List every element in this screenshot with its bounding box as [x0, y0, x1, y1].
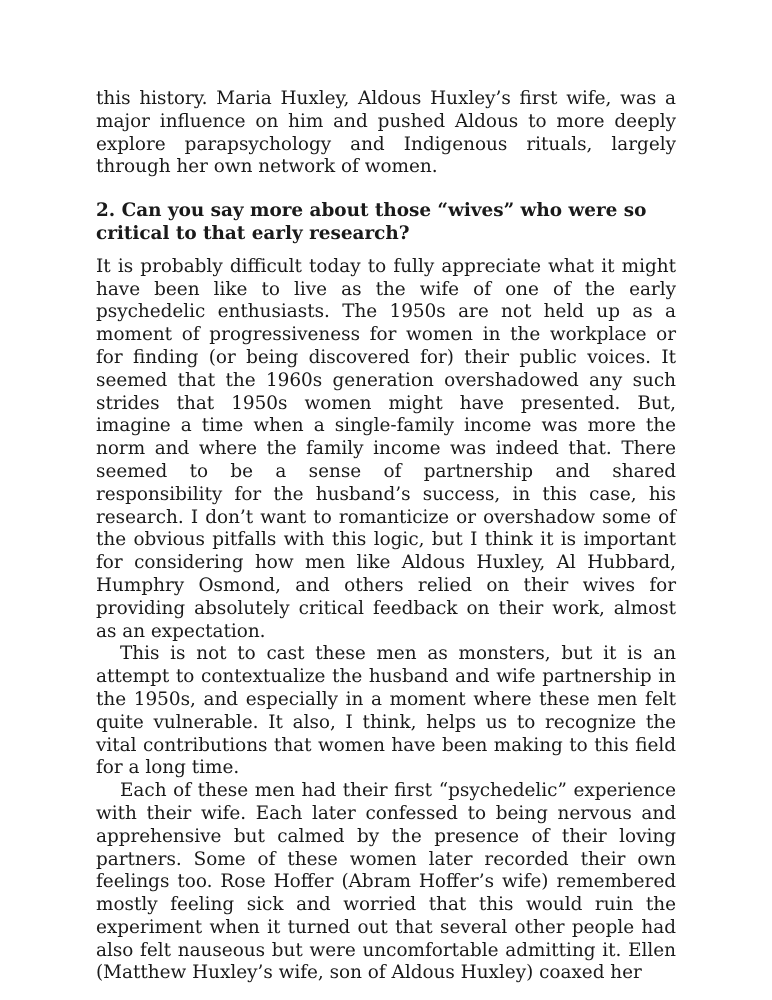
paragraph-continuation: this history. Maria Huxley, Aldous Huxley’s first wife, was a major influence on him and pushed Aldous to more deeply explore parapsychology and Indigenous rituals, largely through her own network of women.	[96, 88, 676, 178]
section-heading: 2. Can you say more about those “wives” who were so critical to that early research?	[96, 200, 647, 244]
body-paragraph-3: Each of these men had their first “psychedelic” experience with their wife. Each later confessed to being nervous and apprehensive but calmed by the presence of their loving partners. Some of these women later recorded their own feelings too. Rose Hoffer (Abram Hoffer’s wife) remembered mostly feeling sick and worried that this would ruin the experiment when it turned out that several other people had also felt nauseous but were uncomfortable admitting it. Ellen (Matthew Huxley’s wife, son of Aldous Huxley) coaxed her	[96, 780, 676, 984]
document-page	[96, 88, 676, 985]
body-paragraph-2: This is not to cast these men as monsters, but it is an attempt to contextualize the husband and wife partnership in the 1950s, and especially in a moment where these men felt quite vulnerable. It also, I think, helps us to recognize the vital contributions that women have been making to this field for a long time.	[96, 643, 676, 779]
body-paragraph-1: It is probably difficult today to fully appreciate what it might have been like to live as the wife of one of the early psychedelic enthusiasts. The 1950s are not held up as a moment of progressiveness for women in the workplace or for finding (or being discovered for) their public voices. It seemed that the 1960s generation overshadowed any such strides that 1950s women might have presented. But, imagine a time when a single-family income was more the norm and where the family income was indeed that. There seemed to be a sense of partnership and shared responsibility for the husband’s success, in this case, his research. I don’t want to romanticize or overshadow some of the obvious pitfalls with this logic, but I think it is important for considering how men like Aldous Huxley, Al Hubbard, Humphry Osmond, and others relied on their wives for providing absolutely critical feedback on their work, almost as an expectation.	[96, 255, 676, 642]
